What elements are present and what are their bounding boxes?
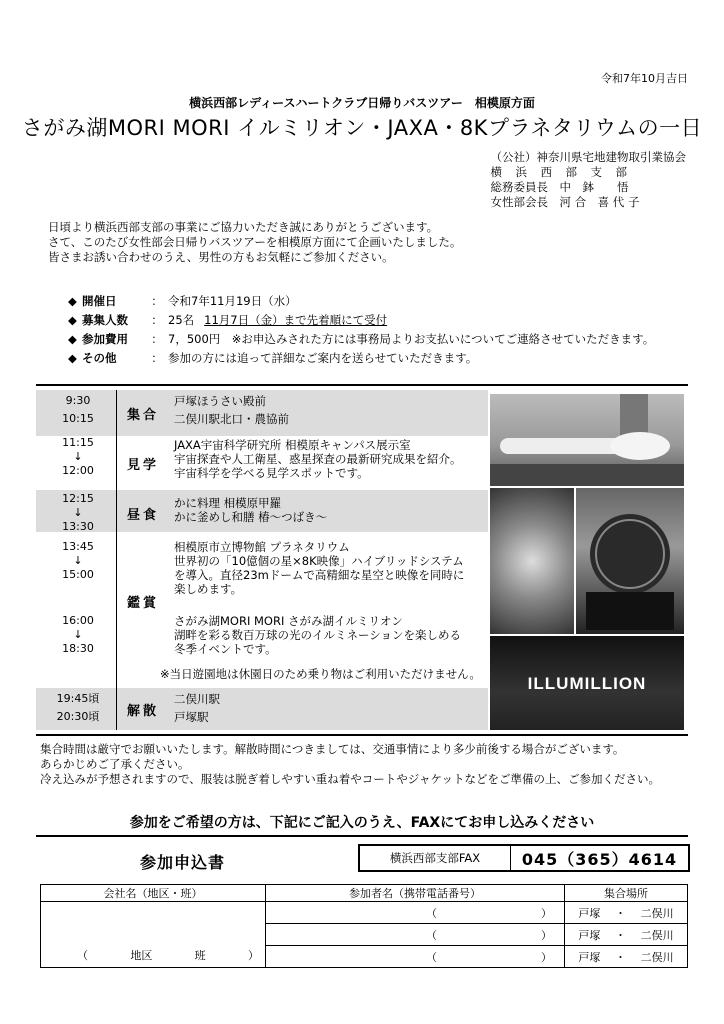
detail-deadline: 11月7日（金）まで先着順にて受付 (204, 313, 388, 327)
organization-block (491, 150, 687, 210)
jaxa-rocket-photo (490, 394, 684, 486)
intro-text (48, 220, 461, 265)
time-lunch: 12:15 ↓ 13:30 (62, 492, 94, 533)
time-dismiss: 19:45頃 20:30頃 (56, 692, 100, 723)
fax-box (358, 844, 690, 872)
diamond-icon: ◆ (68, 313, 77, 327)
participant-field[interactable]: （ ） (266, 902, 565, 924)
desc-lunch: かに料理 相模原甲羅 かに釜めし和膳 椿～つばき～ (174, 496, 328, 524)
apply-heading: 参加をご希望の方は、下記にご記入のうえ、FAXにてお申し込みください (129, 815, 595, 831)
event-details (68, 292, 654, 368)
schedule-divider (116, 390, 117, 730)
notice-text (40, 742, 660, 787)
detail-label: 参加費用 (82, 332, 128, 346)
planetarium-photo (576, 488, 684, 634)
detail-value: 令和7年11月19日（水） (168, 294, 297, 308)
time-planetarium: 13:45 ↓ 15:00 (62, 540, 94, 581)
illumination-sign: ILLUMILLION (527, 674, 647, 693)
place-choice[interactable]: 戸塚 ・ 二俣川 (565, 902, 688, 924)
intro-line: 皆さまお誘い合わせのうえ、男性の方もお気軽にご参加ください。 (48, 250, 394, 264)
participant-field[interactable]: （ ） (266, 924, 565, 946)
col-company: 会社名（地区・班） (41, 885, 266, 902)
time-visit: 11:15 ↓ 12:00 (62, 436, 94, 477)
planetarium-icon (576, 488, 684, 634)
issue-date: 令和7年10月吉日 (601, 72, 688, 85)
desc-dismiss: 二俣川駅 戸塚駅 (174, 692, 220, 724)
detail-label: 開催日 (82, 294, 117, 308)
label-visit: 見学 (126, 458, 159, 473)
participant-field[interactable]: （ ） (266, 946, 565, 968)
time-illumination: 16:00 ↓ 18:30 (62, 614, 94, 655)
label-dismiss: 解散 (126, 704, 159, 719)
col-participant: 参加者名（携帯電話番号） (266, 885, 565, 902)
detail-value: 参加の方には追って詳細なご案内を送らせていただきます。 (168, 351, 478, 365)
intro-line: さて、このたび女性部会日帰りバスツアーを相模原方面にて企画いたしました。 (48, 235, 462, 249)
org-name: （公社）神奈川県宅地建物取引業協会 (490, 150, 686, 164)
schedule-table (36, 384, 688, 736)
detail-people (68, 311, 654, 330)
application-form (40, 884, 688, 968)
detail-colon: ： (151, 332, 163, 346)
org-women-head: 女性部会長 河 合 喜 代 子 (490, 195, 640, 209)
desc-illumination: さがみ湖MORI MORI さがみ湖イルミリオン 湖畔を彩る数百万球の光のイルミネーションを楽しめる 冬季イベントです。 (174, 614, 462, 656)
detail-other (68, 349, 654, 368)
fax-label: 横浜西部支部FAX (360, 846, 511, 870)
desc-planetarium: 相模原市立博物館 プラネタリウム 世界初の「10億個の星×8K映像」ハイブリッドシステム を導入。直径23mドームで高精細な星空と映像を同時に 楽しめます。 (174, 540, 465, 596)
detail-colon: ： (151, 313, 163, 327)
org-committee: 総務委員長 中 鉢 悟 (490, 180, 629, 194)
desc-gather: 戸塚ほうさい殿前 二俣川駅北口・農協前 (174, 394, 289, 426)
form-title: 参加申込書 (140, 853, 226, 872)
illumination-photo (490, 636, 684, 730)
detail-colon: ： (151, 294, 163, 308)
divider (36, 835, 688, 837)
detail-date (68, 292, 654, 311)
detail-fee (68, 330, 654, 349)
time-gather: 9:30 10:15 (62, 394, 94, 425)
col-place: 集合場所 (565, 885, 688, 902)
diamond-icon: ◆ (68, 332, 77, 346)
crab-meal-photo (490, 488, 574, 634)
diamond-icon: ◆ (68, 351, 77, 365)
detail-label: その他 (82, 351, 117, 365)
company-field[interactable]: （ 地区 班 ） (41, 902, 266, 968)
detail-colon: ： (151, 351, 163, 365)
detail-value: 25名 (168, 313, 195, 327)
notice-line: 集合時間は厳守でお願いいたします。解散時間につきましては、交通事情により多少前後する場合がございます。 (40, 742, 625, 756)
place-choice[interactable]: 戸塚 ・ 二俣川 (565, 924, 688, 946)
detail-label: 募集人数 (82, 313, 128, 327)
fax-number: 045（365）4614 (521, 849, 678, 869)
notice-line: あらかじめご了承ください。 (40, 757, 190, 771)
page-title: さがみ湖MORI MORI イルミリオン・JAXA・8Kプラネタリウムの一日 (21, 116, 703, 140)
detail-value: 7，500円 ※お申込みされた方には事務局よりお支払いについてご連絡させていただきます。 (168, 332, 655, 346)
label-gather: 集合 (126, 408, 159, 423)
schedule-note: ※当日遊園地は休園日のため乗り物はご利用いただけません。 (160, 667, 481, 681)
diamond-icon: ◆ (68, 294, 77, 308)
place-choice[interactable]: 戸塚 ・ 二俣川 (565, 946, 688, 968)
label-view: 鑑賞 (126, 596, 159, 611)
subtitle: 横浜西部レディースハートクラブ日帰りバスツアー 相模原方面 (189, 96, 535, 110)
rocket-icon (490, 394, 684, 486)
label-lunch: 昼食 (126, 508, 159, 523)
desc-visit: JAXA宇宙科学研究所 相模原キャンパス展示室 宇宙探査や人工衛星、惑星探査の最新研究成果を紹介。 宇宙科学を学べる見学スポットです。 (174, 438, 462, 480)
notice-line: 冷え込みが予想されますので、服装は脱ぎ着しやすい重ね着やコートやジャケットなどをご準備の上、ご参加ください。 (40, 772, 660, 786)
intro-line: 日頃より横浜西部支部の事業にご協力いただき誠にありがとうございます。 (48, 220, 439, 234)
org-branch: 横 浜 西 部 支 部 (490, 165, 628, 179)
